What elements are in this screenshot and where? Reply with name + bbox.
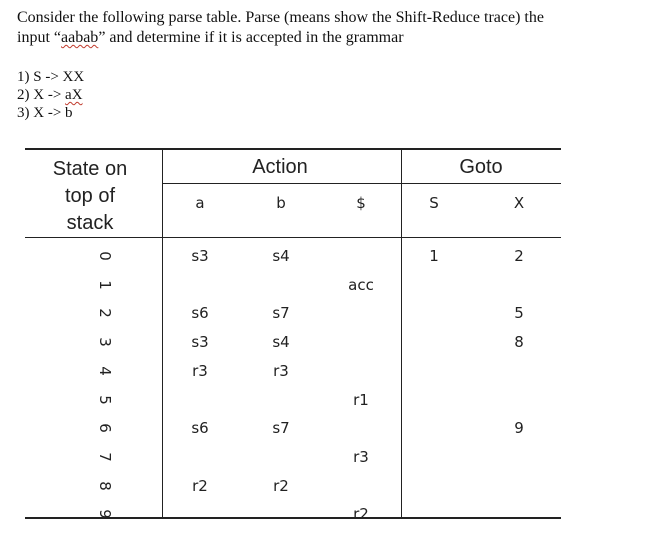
cell-state: 4 xyxy=(96,366,114,376)
cell-state: 7 xyxy=(96,452,114,462)
cell-X: 5 xyxy=(514,304,524,322)
cell-b: s7 xyxy=(272,304,290,322)
cell-b: r2 xyxy=(273,477,289,495)
action-header: Action xyxy=(252,156,308,178)
rule-rhs: b xyxy=(65,105,73,121)
header-subrule xyxy=(162,183,561,184)
cell-a: r2 xyxy=(192,477,208,495)
problem-line-2-suffix: ” and determine if it is accepted in the grammar xyxy=(98,29,404,46)
cell-X: 9 xyxy=(514,419,524,437)
state-header-line: stack xyxy=(66,212,114,234)
cell-a: s6 xyxy=(191,304,209,322)
cell-state: 6 xyxy=(96,423,114,433)
cell-a: s3 xyxy=(191,247,209,265)
cell-dollar: r1 xyxy=(353,391,369,409)
table-top-border xyxy=(25,148,561,150)
cell-state: 9 xyxy=(96,509,114,519)
state-header-line: State on xyxy=(52,158,128,180)
cell-dollar: acc xyxy=(348,276,374,294)
goto-header: Goto xyxy=(459,156,503,178)
state-header-line: top of xyxy=(64,185,116,207)
problem-line-2-prefix: input “ xyxy=(17,29,61,46)
rule-lhs: 2) X -> xyxy=(17,87,62,103)
cell-a: s3 xyxy=(191,333,209,351)
column-header-dollar: $ xyxy=(356,194,366,212)
column-header-X: X xyxy=(513,194,525,212)
cell-b: s4 xyxy=(272,333,290,351)
column-header-S: S xyxy=(429,194,439,212)
cell-a: s6 xyxy=(191,419,209,437)
column-header-a: a xyxy=(195,194,205,212)
cell-dollar: r2 xyxy=(353,505,369,523)
cell-state: 1 xyxy=(96,280,114,290)
cell-X: 2 xyxy=(514,247,524,265)
problem-line-1: Consider the following parse table. Parse (means show the Shift-Reduce trace) the xyxy=(17,9,544,26)
state-column-divider xyxy=(162,149,163,517)
cell-b: s7 xyxy=(272,419,290,437)
cell-state: 2 xyxy=(96,308,114,318)
cell-state: 8 xyxy=(96,481,114,491)
rule-rhs: XX xyxy=(62,69,85,85)
cell-state: 0 xyxy=(96,251,114,261)
cell-X: 8 xyxy=(514,333,524,351)
rule-lhs: 3) X -> xyxy=(17,105,62,121)
cell-b: s4 xyxy=(272,247,290,265)
cell-S: 1 xyxy=(429,247,439,265)
state-header xyxy=(30,156,150,237)
cell-state: 3 xyxy=(96,337,114,347)
rule-rhs: aX xyxy=(65,87,83,103)
action-goto-divider xyxy=(401,149,402,517)
cell-b: r3 xyxy=(273,362,289,380)
rule-lhs: 1) S -> xyxy=(17,69,59,85)
column-header-b: b xyxy=(276,194,286,212)
input-string: aabab xyxy=(61,29,99,46)
cell-dollar: r3 xyxy=(353,448,369,466)
cell-state: 5 xyxy=(96,395,114,405)
cell-a: r3 xyxy=(192,362,208,380)
